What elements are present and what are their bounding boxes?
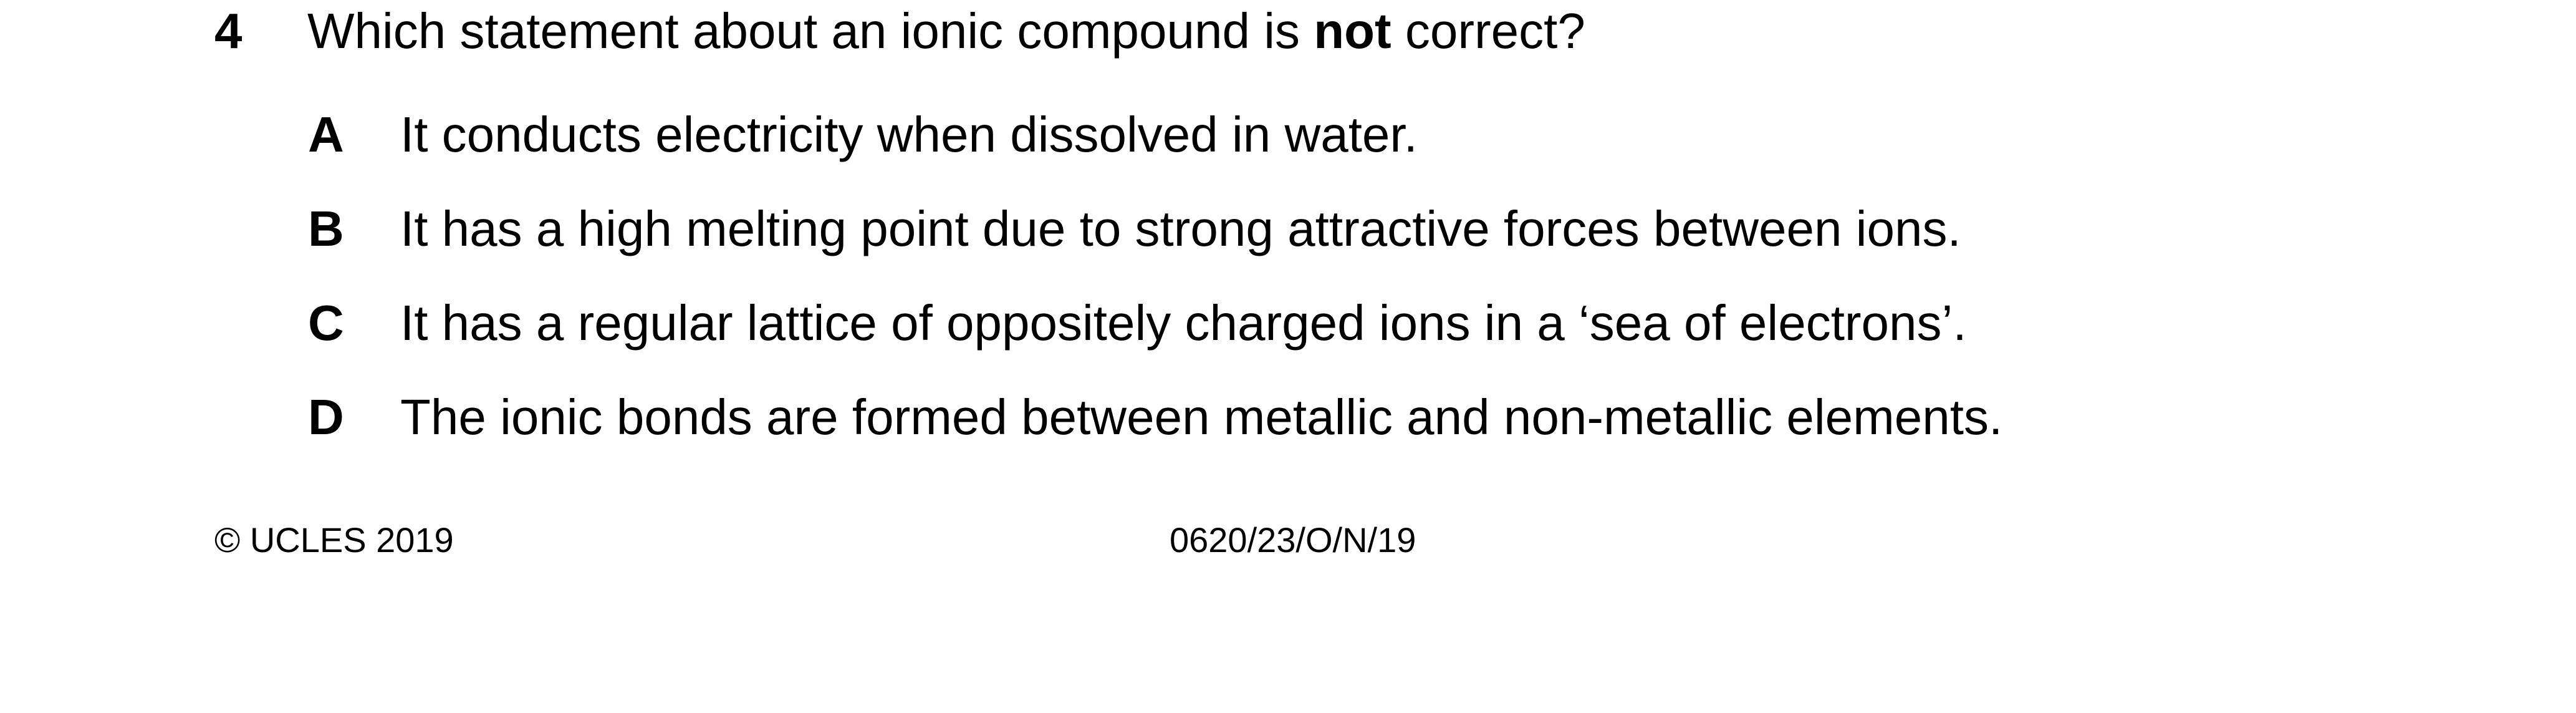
paper-code-footer: 0620/23/O/N/19 [1170,520,1416,560]
option-b [0,201,2576,273]
option-text: It has a regular lattice of oppositely charged ions in a ‘sea of electrons’. [400,295,1967,351]
option-letter: A [308,107,344,162]
option-a [0,107,2576,178]
option-text: It has a high melting point due to strong attractive forces between ions. [400,201,1961,256]
option-letter: B [308,201,344,256]
question-stem [307,3,1585,59]
option-d [0,389,2576,461]
copyright-footer: © UCLES 2019 [214,520,454,560]
question-number: 4 [214,3,243,59]
stem-text-before: Which statement about an ionic compound is [307,3,1314,59]
option-text: It conducts electricity when dissolved in water. [400,107,1418,162]
stem-emphasis: not [1314,3,1391,59]
option-letter: D [308,389,344,445]
option-c [0,295,2576,367]
option-letter: C [308,295,344,351]
option-text: The ionic bonds are formed between metallic and non-metallic elements. [400,389,2003,445]
stem-text-after: correct? [1391,3,1585,59]
